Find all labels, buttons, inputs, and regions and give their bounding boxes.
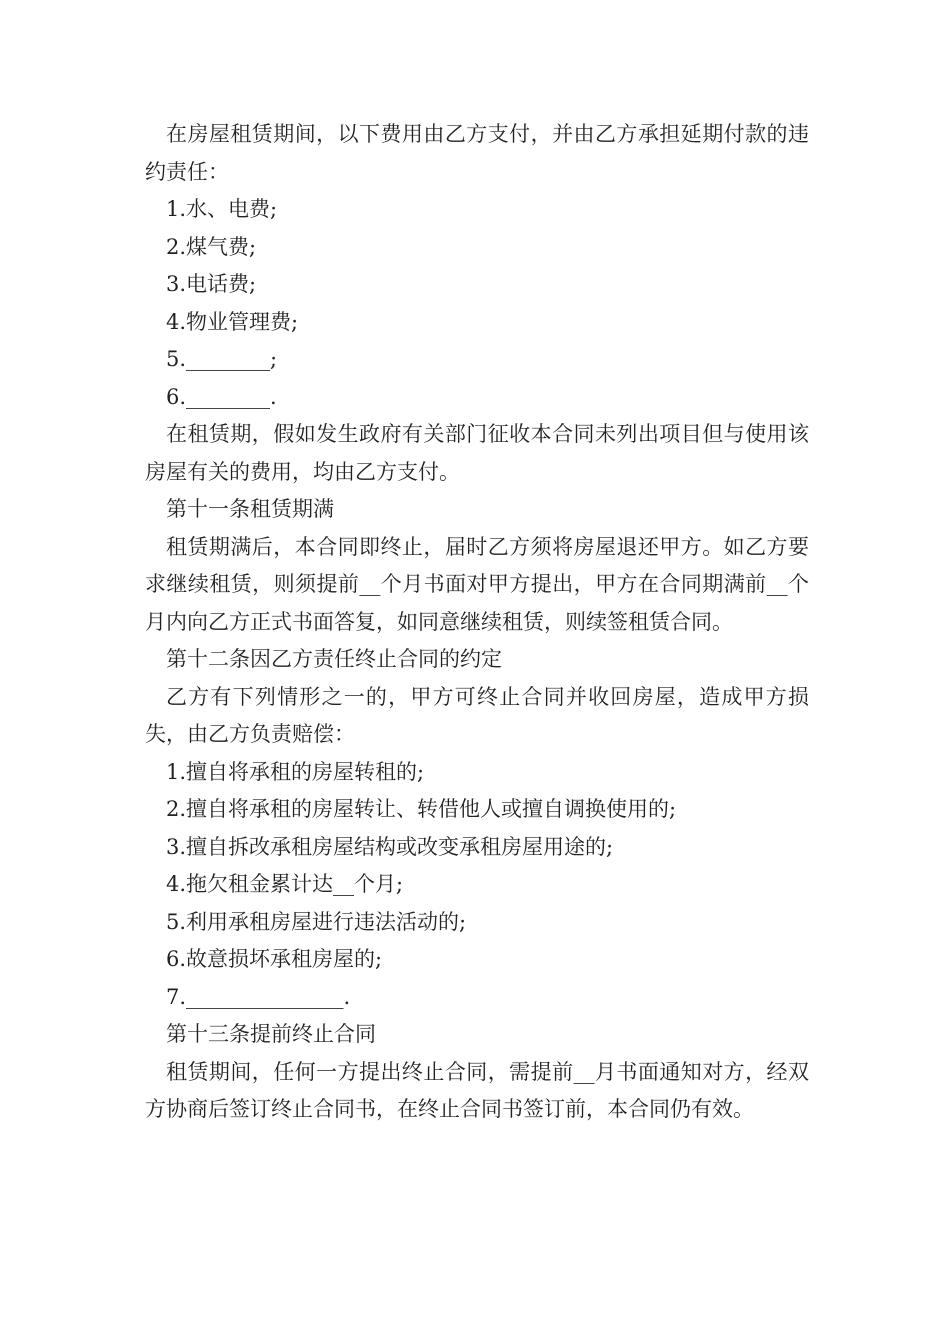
list-item-blank-7: 7._______________. <box>166 984 351 1009</box>
list-item-rent-arrears: 4.拖欠租金累计达__个月; <box>166 872 404 896</box>
list-item-water-electricity: 1.水、电费; <box>166 197 278 221</box>
list-item-transfer: 2.擅自将承租的房屋转让、转借他人或擅自调换使用的; <box>166 797 677 821</box>
list-item-alteration: 3.擅自拆改承租房屋结构或改变承租房屋用途的; <box>166 834 614 859</box>
section-heading-13: 第十三条提前终止合同 <box>166 1022 376 1046</box>
list-item-damage: 6.故意损坏承租房屋的; <box>166 947 383 971</box>
paragraph-lease-expiry: 租赁期满后，本合同即终止，届时乙方须将房屋退还甲方。如乙方要求继续租赁，则须提前__个月书面对甲方提出，甲方在合同期满前__个月内向乙方正式书面答复，如同意继续租赁，则续签租赁合同。 <box>145 534 809 634</box>
paragraph-early-termination: 租赁期间，任何一方提出终止合同，需提前__月书面通知对方，经双方协商后签订终止合同书，在终止合同书签订前，本合同仍有效。 <box>145 1059 809 1121</box>
list-item-blank-6: 6.________. <box>166 384 277 409</box>
list-item-blank-5: 5.________; <box>166 347 278 371</box>
paragraph-termination-conditions: 乙方有下列情形之一的，甲方可终止合同并收回房屋，造成甲方损失，由乙方负责赔偿： <box>145 684 809 746</box>
list-item-gas: 2.煤气费; <box>166 234 257 259</box>
paragraph-government-fees: 在租赁期，假如发生政府有关部门征收本合同未列出项目但与使用该房屋有关的费用，均由乙方支付。 <box>145 422 809 484</box>
section-heading-12: 第十二条因乙方责任终止合同的约定 <box>166 647 502 671</box>
paragraph-fees-intro: 在房屋租赁期间，以下费用由乙方支付，并由乙方承担延期付款的违约责任： <box>145 122 809 184</box>
list-item-property-management: 4.物业管理费; <box>166 309 299 334</box>
list-item-telephone: 3.电话费; <box>166 272 257 296</box>
list-item-sublet: 1.擅自将承租的房屋转租的; <box>166 759 425 784</box>
section-heading-11: 第十一条租赁期满 <box>166 497 334 521</box>
list-item-illegal-activity: 5.利用承租房屋进行违法活动的; <box>166 909 467 934</box>
document-body <box>145 116 809 1129</box>
